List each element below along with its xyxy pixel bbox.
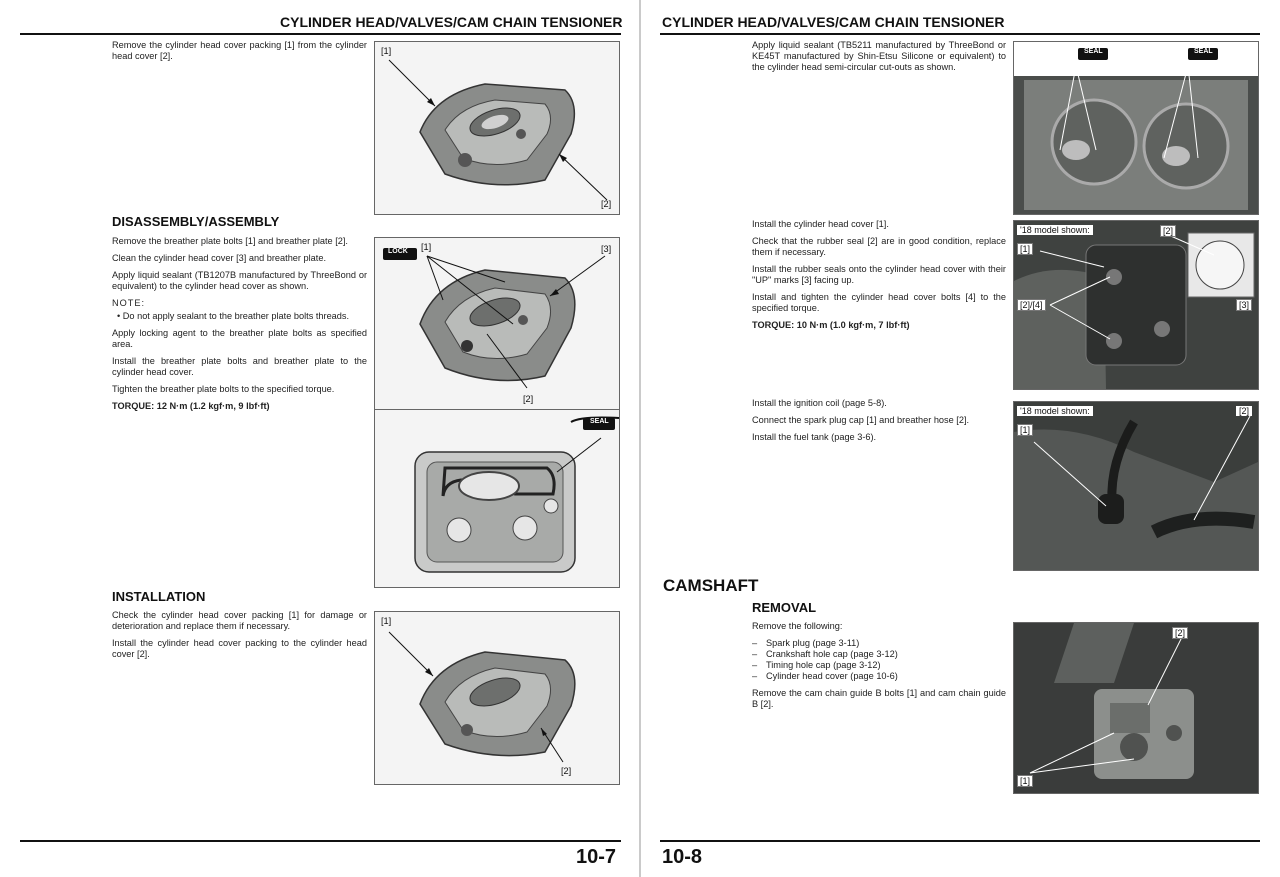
- cover-p1: Install the cylinder head cover [1].: [752, 219, 889, 229]
- removal-item: – Timing hole cap (page 3-12): [752, 660, 1006, 671]
- cover-install-text: [752, 219, 1006, 337]
- cover-p2: Check that the rubber seal [2] are in good condition, replace them if necessary.: [752, 236, 1006, 257]
- removal-item: – Cylinder head cover (page 10-6): [752, 671, 1006, 682]
- removal-lead: Remove the following:: [752, 621, 843, 631]
- spark-plug-photo: [1014, 402, 1258, 570]
- page-spine: [639, 0, 641, 877]
- fig2-label-3: [3]: [601, 244, 612, 254]
- removal-title: REMOVAL: [752, 600, 817, 615]
- left-page-header: CYLINDER HEAD/VALVES/CAM CHAIN TENSIONER: [280, 14, 623, 30]
- note-item-text: Do not apply sealant to the breather plate bolts threads.: [122, 311, 350, 321]
- breather-plate-illustration: [375, 238, 619, 410]
- figure-breather-plate: [374, 237, 620, 411]
- removal-item: – Crankshaft hole cap (page 3-12): [752, 649, 1006, 660]
- ignition-p2: Connect the spark plug cap [1] and breather hose [2].: [752, 415, 970, 425]
- sealant-paragraph: Apply liquid sealant (TB5211 manufactured by ThreeBond or KE45T manufactured by Shin-Etsu Silicone or equivalent) to the cylinder head semi-circular cut-outs as shown.: [752, 40, 1006, 72]
- fig4-label-2: [2]: [561, 766, 572, 776]
- right-footer-rule: [660, 840, 1260, 842]
- disassembly-title: DISASSEMBLY/ASSEMBLY: [112, 214, 280, 229]
- intro-text: [112, 40, 367, 68]
- sealant-illustration: [375, 410, 619, 587]
- figure-cam-chain-guide: [1013, 622, 1259, 794]
- sealant-text: [752, 40, 1006, 79]
- intro-paragraph: Remove the cylinder head cover packing [1] from the cylinder head cover [2].: [112, 40, 367, 61]
- fig6-label-1: [1]: [1017, 243, 1033, 255]
- left-footer-rule: [20, 840, 621, 842]
- note-item: • Do not apply sealant to the breather plate bolts threads.: [117, 311, 350, 321]
- cam-chain-photo: [1014, 623, 1258, 793]
- ignition-p3: Install the fuel tank (page 3-6).: [752, 432, 877, 442]
- fig2-label-2: [2]: [523, 394, 534, 404]
- left-page-number: 10-7: [576, 846, 617, 868]
- fig7-label-2: [2]: [1236, 406, 1252, 416]
- installation-text: [112, 610, 367, 666]
- camshaft-title: CAMSHAFT: [663, 576, 759, 595]
- removal-last: Remove the cam chain guide B bolts [1] and cam chain guide B [2].: [752, 688, 1006, 709]
- head-cover-photo: [1014, 221, 1258, 389]
- installation-p1: Check the cylinder head cover packing [1] for damage or deterioration and replace them if necessary.: [112, 610, 367, 631]
- disassembly-p6: Tighten the breather plate bolts to the specified torque.: [112, 384, 335, 394]
- figure-head-cover-installed: [1013, 220, 1259, 390]
- fig8-label-2: [2]: [1172, 627, 1188, 639]
- fig4-label-1: [1]: [381, 616, 392, 626]
- fig1-label-1: [1]: [381, 46, 392, 56]
- ignition-text: [752, 398, 1006, 449]
- disassembly-p1: Remove the breather plate bolts [1] and breather plate [2].: [112, 236, 348, 246]
- right-page-number: 10-8: [662, 846, 703, 868]
- figure-cylinder-head-cutouts: [1013, 41, 1259, 215]
- right-page-header: CYLINDER HEAD/VALVES/CAM CHAIN TENSIONER: [662, 14, 1005, 30]
- seal-mark-icon-left: SEAL: [1084, 48, 1103, 55]
- fig8-label-1: [1]: [1017, 775, 1033, 787]
- fig2-label-1: [1]: [421, 242, 432, 252]
- disassembly-p2: Clean the cylinder head cover [3] and breather plate.: [112, 253, 326, 263]
- removal-list: [752, 638, 1006, 682]
- fig6-label-2: [2]: [1160, 225, 1176, 237]
- note-title: NOTE:: [112, 298, 146, 308]
- fig6-model-note: '18 model shown:: [1017, 225, 1093, 235]
- figure-packing-install: [374, 611, 620, 785]
- cover-p3: Install the rubber seals onto the cylinder head cover with their "UP" marks [3] facing up.: [752, 264, 1006, 285]
- removal-item: – Spark plug (page 3-11): [752, 638, 1006, 649]
- fig6-label-3: [3]: [1236, 299, 1252, 311]
- fig7-model-note: '18 model shown:: [1017, 406, 1093, 416]
- installation-p2: Install the cylinder head cover packing to the cylinder head cover [2].: [112, 638, 367, 659]
- disassembly-p4: Apply locking agent to the breather plate bolts as specified area.: [112, 328, 367, 349]
- right-header-rule: [660, 33, 1260, 35]
- figure-spark-plug-cap: [1013, 401, 1259, 571]
- cylinder-head-photo: [1014, 42, 1258, 214]
- disassembly-p3: Apply liquid sealant (TB1207B manufactured by ThreeBond or equivalent) to the cylinder head cover as shown.: [112, 270, 367, 291]
- fig1-label-2: [2]: [601, 199, 612, 209]
- seal-mark-icon: SEAL: [590, 418, 609, 425]
- cover-illustration: [375, 42, 619, 214]
- cover-p4: Install and tighten the cylinder head cover bolts [4] to the specified torque.: [752, 292, 1006, 313]
- packing-install-illustration: [375, 612, 619, 784]
- left-header-rule: [20, 33, 621, 35]
- disassembly-torque: TORQUE: 12 N·m (1.2 kgf·m, 9 lbf·ft): [112, 401, 270, 411]
- disassembly-p5: Install the breather plate bolts and breather plate to the cylinder head cover.: [112, 356, 367, 377]
- removal-text: [752, 621, 1006, 716]
- figure-sealant-cover: [374, 409, 620, 588]
- fig6-label-2-4: [2]/[4]: [1017, 299, 1046, 311]
- figure-cover-packing-removal: [374, 41, 620, 215]
- ignition-p1: Install the ignition coil (page 5-8).: [752, 398, 887, 408]
- installation-title: INSTALLATION: [112, 589, 206, 604]
- cover-torque: TORQUE: 10 N·m (1.0 kgf·m, 7 lbf·ft): [752, 320, 910, 330]
- lock-mark-icon: LOCK: [388, 248, 408, 255]
- seal-mark-icon-right: SEAL: [1194, 48, 1213, 55]
- disassembly-text: [112, 236, 367, 418]
- fig7-label-1: [1]: [1017, 424, 1033, 436]
